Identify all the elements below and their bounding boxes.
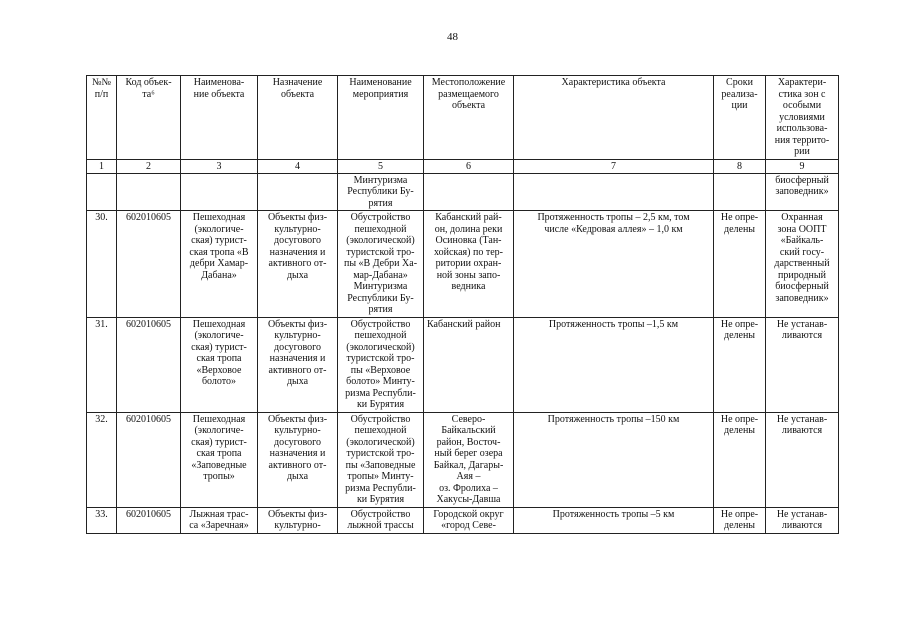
cell-name [181,173,258,211]
header-name: Наименова- ние объекта [181,76,258,160]
column-number-row [87,159,839,173]
cell-zones: Не устанав- ливаются [766,317,839,412]
cell-zones: биосферный заповедник» [766,173,839,211]
cell-num: 33. [87,507,117,533]
cell-code: 602010605 [117,507,181,533]
column-number: 8 [714,159,766,173]
cell-location: Северо- Байкальский район, Восточ- ный берег озера Байкал, Дагары- Аяя – оз. Фролиха – Хакусы-Давша [424,412,514,507]
cell-location [424,173,514,211]
table-row [87,412,839,507]
header-term: Сроки реализа- ции [714,76,766,160]
cell-purpose [258,173,338,211]
header-purpose: Назначение объекта [258,76,338,160]
table-row [87,211,839,318]
cell-purpose: Объекты физ- культурно- досугового назначения и активного от- дыха [258,317,338,412]
cell-term: Не опре- делены [714,211,766,318]
cell-characteristic: Протяженность тропы –150 км [514,412,714,507]
cell-event: Обустройство пешеходной (экологической) туристской тро- пы «Верховое болото» Минту- ризма Республи- ки Бурятия [338,317,424,412]
cell-characteristic: Протяженность тропы –5 км [514,507,714,533]
cell-purpose: Объекты физ- культурно- [258,507,338,533]
cell-term: Не опре- делены [714,507,766,533]
cell-location: Кабанский рай- он, долина реки Осиновка (Тан- хойская) по тер- ритории охран- ной зоны запо- ведника [424,211,514,318]
cell-code: 602010605 [117,317,181,412]
header-row [87,76,839,160]
cell-term: Не опре- делены [714,317,766,412]
cell-name: Пешеходная (экологиче- ская) турист- ская тропа «В дебри Хамар- Дабана» [181,211,258,318]
cell-name: Пешеходная (экологиче- ская) турист- ская тропа «Верховое болото» [181,317,258,412]
cell-zones: Не устанав- ливаются [766,507,839,533]
cell-term: Не опре- делены [714,412,766,507]
cell-num: 32. [87,412,117,507]
column-number: 5 [338,159,424,173]
cell-purpose: Объекты физ- культурно- досугового назначения и активного от- дыха [258,211,338,318]
header-zones: Характери- стика зон с особыми условиями использова- ния террито- рии [766,76,839,160]
cell-characteristic [514,173,714,211]
column-number: 6 [424,159,514,173]
column-number: 3 [181,159,258,173]
column-number: 9 [766,159,839,173]
page-number: 48 [447,31,458,43]
cell-code [117,173,181,211]
cell-code: 602010605 [117,412,181,507]
cell-event: Минтуризма Республики Бу- рятия [338,173,424,211]
column-number: 4 [258,159,338,173]
cell-event: Обустройство пешеходной (экологической) туристской тро- пы «Заповедные тропы» Минту- ризма Республи- ки Бурятия [338,412,424,507]
cell-num [87,173,117,211]
cell-location: Городской округ «город Севе- [424,507,514,533]
objects-table [86,75,839,534]
cell-name: Лыжная трас- са «Заречная» [181,507,258,533]
cell-num: 31. [87,317,117,412]
table-row [87,317,839,412]
cell-num: 30. [87,211,117,318]
cell-term [714,173,766,211]
header-num: №№ п/п [87,76,117,160]
column-number: 2 [117,159,181,173]
header-characteristic: Характеристика объекта [514,76,714,160]
table-row [87,173,839,211]
cell-characteristic: Протяженность тропы – 2,5 км, том числе «Кедровая аллея» – 1,0 км [514,211,714,318]
cell-event: Обустройство лыжной трассы [338,507,424,533]
table-row [87,507,839,533]
cell-zones: Не устанав- ливаются [766,412,839,507]
header-code: Код объек- та⁶ [117,76,181,160]
cell-event: Обустройство пешеходной (экологической) туристской тро- пы «В Дебри Ха- мар-Дабана» Минтуризма Республики Бу- рятия [338,211,424,318]
header-event: Наименование мероприятия [338,76,424,160]
cell-purpose: Объекты физ- культурно- досугового назначения и активного от- дыха [258,412,338,507]
cell-name: Пешеходная (экологиче- ская) турист- ская тропа «Заповедные тропы» [181,412,258,507]
cell-zones: Охранная зона ООПТ «Байкаль- ский госу- дарственный природный биосферный заповедник» [766,211,839,318]
cell-characteristic: Протяженность тропы –1,5 км [514,317,714,412]
column-number: 7 [514,159,714,173]
cell-code: 602010605 [117,211,181,318]
column-number: 1 [87,159,117,173]
cell-location: Кабанский район [424,317,514,412]
header-location: Местоположение размещаемого объекта [424,76,514,160]
